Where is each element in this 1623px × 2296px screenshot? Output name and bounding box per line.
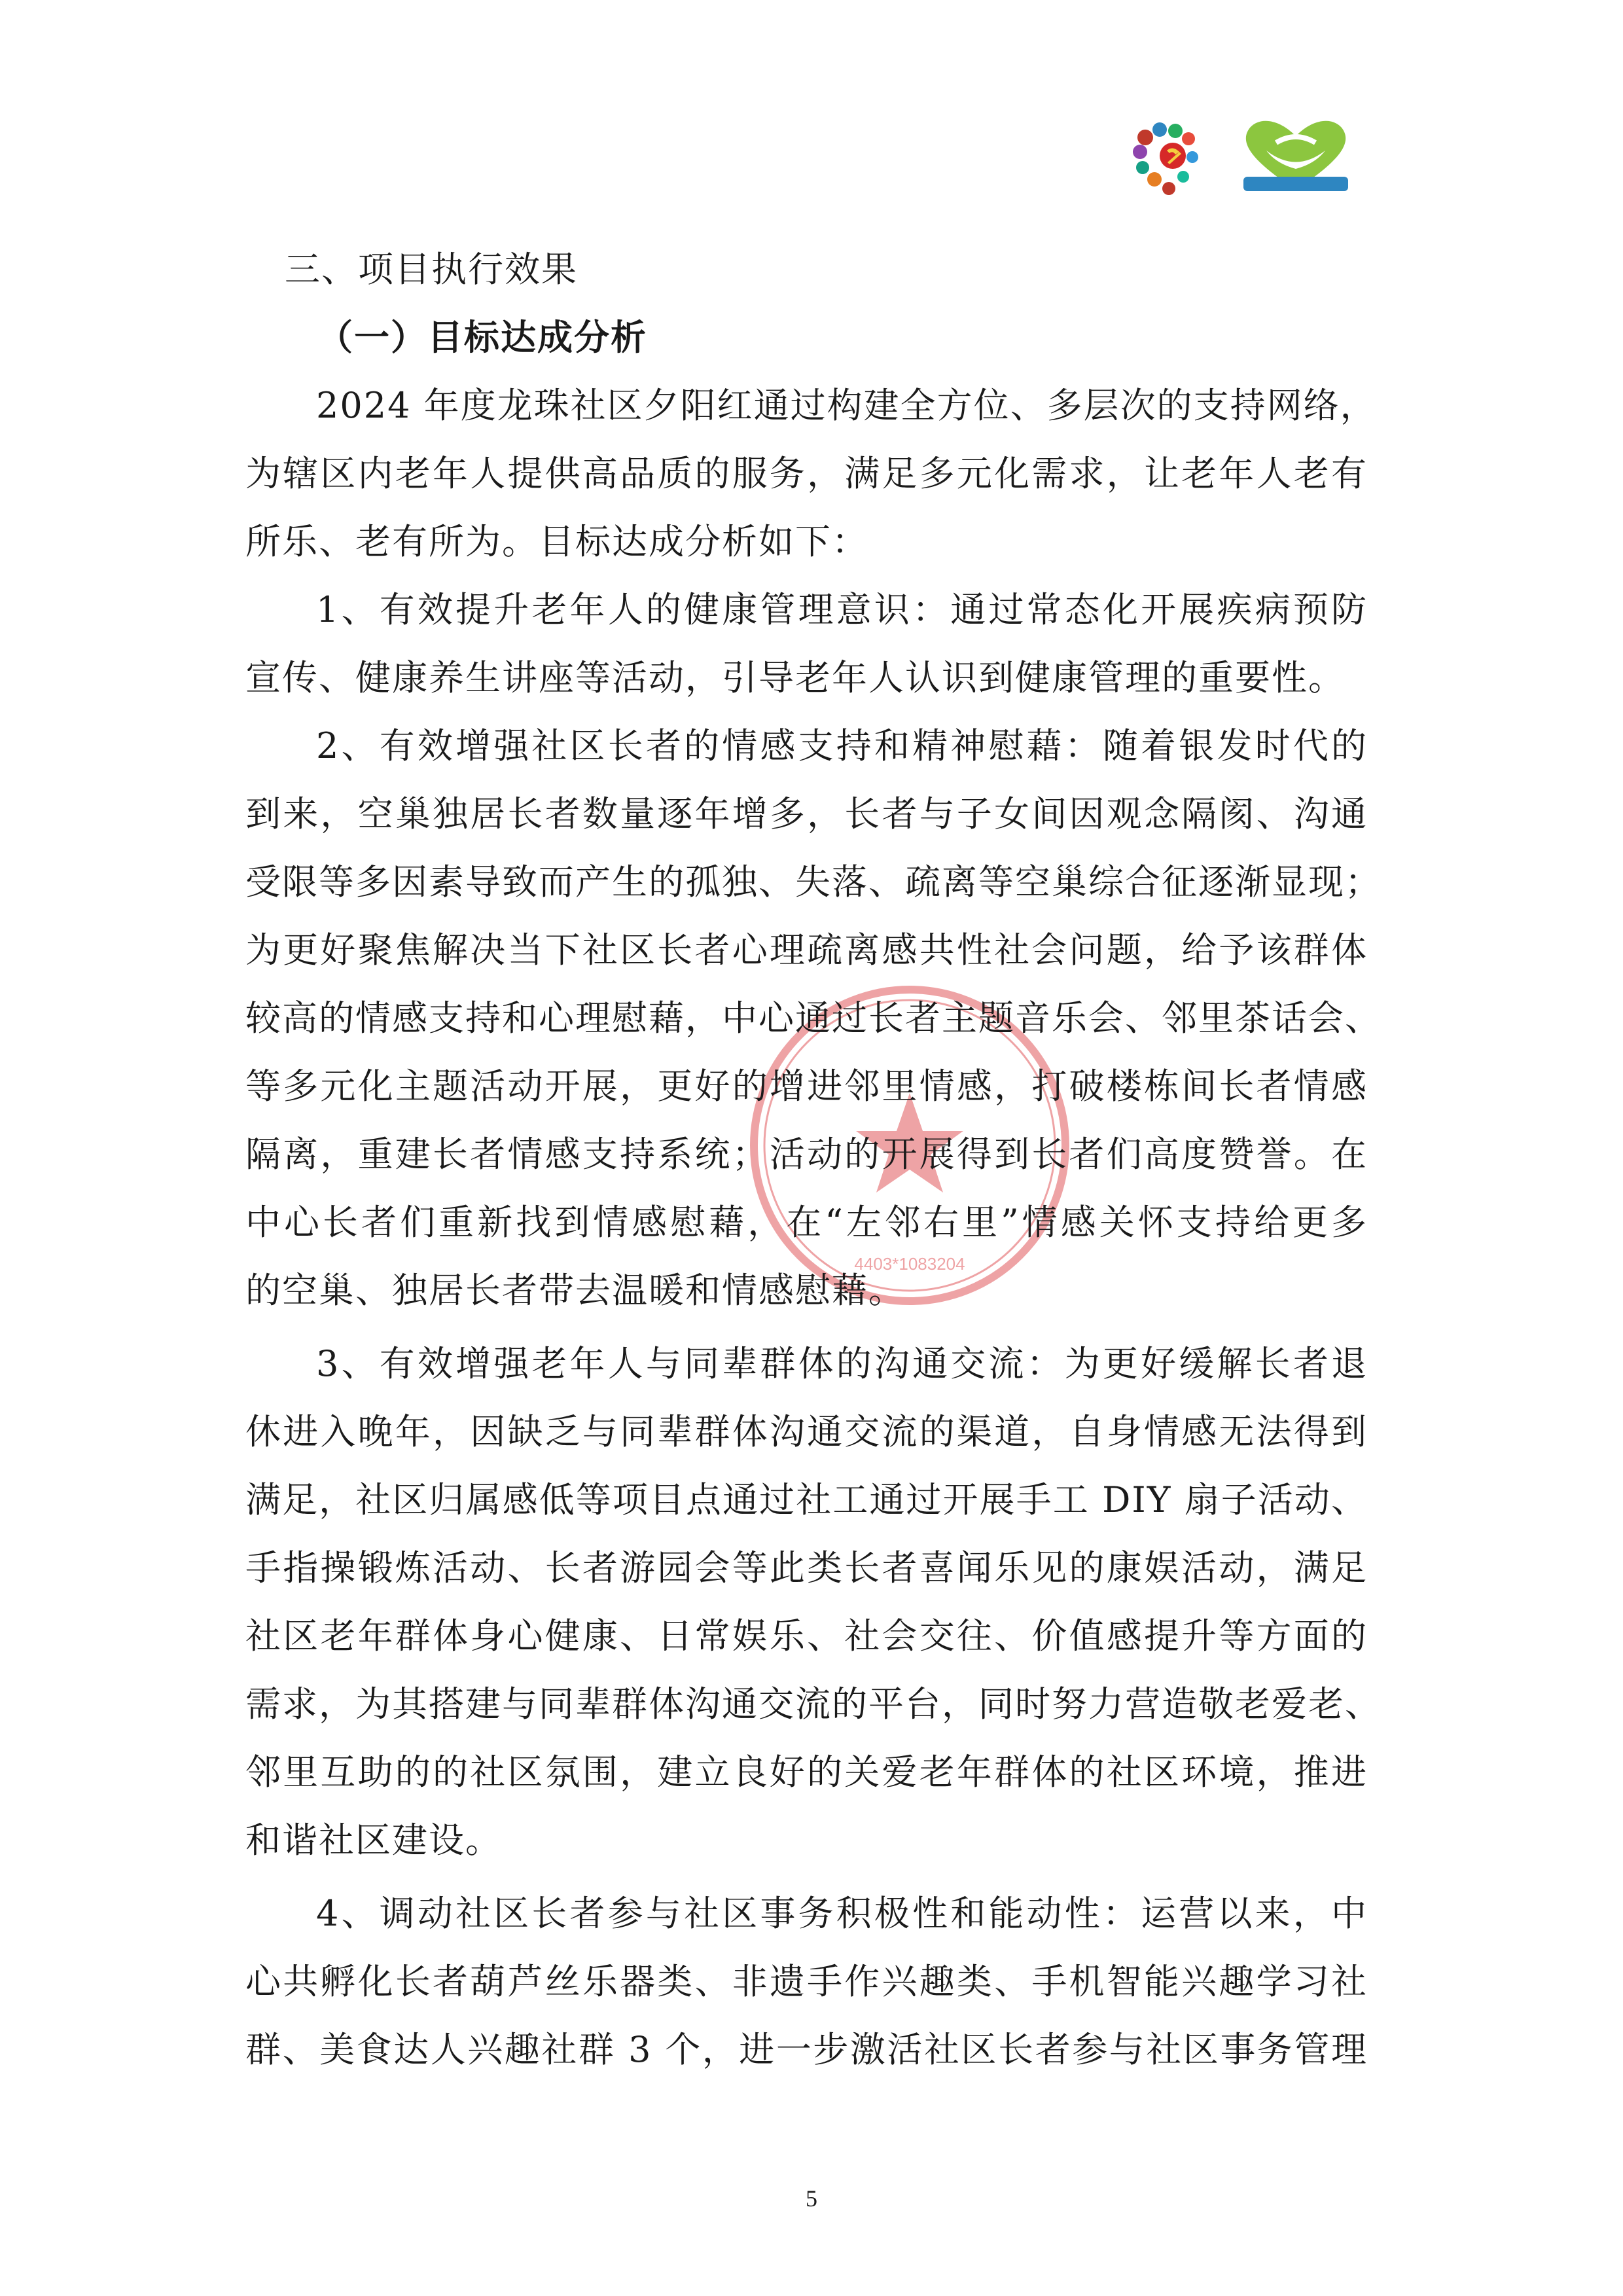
paragraph-line: 为更好聚焦解决当下社区长者心理疏离感共性社会问题，给予该群体 bbox=[245, 929, 1368, 971]
paragraph-line: 等多元化主题活动开展，更好的增进邻里情感，打破楼栋间长者情感 bbox=[245, 1066, 1368, 1107]
paragraph-line: 2024 年度龙珠社区夕阳红通过构建全方位、多层次的支持网络， bbox=[316, 385, 1377, 426]
paragraph-line: 宣传、健康养生讲座等活动，引导老年人认识到健康管理的重要性。 bbox=[245, 657, 1345, 698]
logo-group bbox=[1126, 111, 1381, 203]
paragraph-line: 中心长者们重新找到情感慰藉，在“左邻右里”情感关怀支持给更多 bbox=[245, 1202, 1368, 1243]
paragraph-line: 1、有效提升老年人的健康管理意识：通过常态化开展疾病预防 bbox=[316, 589, 1368, 630]
paragraph-line: 邻里互助的的社区氛围，建立良好的关爱老年群体的社区环境，推进 bbox=[245, 1751, 1368, 1793]
seal-code: 4403*1083204 bbox=[854, 1254, 965, 1274]
paragraph-line: 2、有效增强社区长者的情感支持和精神慰藉：随着银发时代的 bbox=[316, 725, 1368, 766]
paragraph-line: 群、美食达人兴趣社群 3 个，进一步激活社区长者参与社区事务管理 bbox=[245, 2029, 1368, 2070]
heart-hands-logo-icon bbox=[1243, 121, 1348, 191]
paragraph-line: 为辖区内老年人提供高品质的服务，满足多元化需求，让老年人老有 bbox=[245, 453, 1368, 494]
paragraph-line: 休进入晚年，因缺乏与同辈群体沟通交流的渠道，自身情感无法得到 bbox=[245, 1411, 1368, 1452]
paragraph-1 bbox=[245, 576, 1368, 712]
paragraph-line: 受限等多因素导致而产生的孤独、失落、疏离等空巢综合征逐渐显现； bbox=[245, 861, 1382, 903]
paragraph-line: 4、调动社区长者参与社区事务积极性和能动性：运营以来，中 bbox=[316, 1893, 1368, 1934]
paragraph-intro bbox=[245, 372, 1377, 576]
document-body bbox=[245, 236, 1382, 2084]
paragraph-line: 满足，社区归属感低等项目点通过社工通过开展手工 DIY 扇子活动、 bbox=[245, 1479, 1368, 1520]
page-number: 5 bbox=[806, 2185, 817, 2212]
paragraph-line: 隔离，重建长者情感支持系统；活动的开展得到长者们高度赞誉。在 bbox=[245, 1134, 1368, 1175]
paragraph-line: 较高的情感支持和心理慰藉，中心通过长者主题音乐会、邻里茶话会、 bbox=[245, 997, 1382, 1039]
paragraph-line: 3、有效增强老年人与同辈群体的沟通交流：为更好缓解长者退 bbox=[316, 1343, 1368, 1384]
paragraph-line: 和谐社区建设。 bbox=[245, 1820, 502, 1861]
paragraph-line: 的空巢、独居长者带去温暖和情感慰藉。 bbox=[245, 1270, 905, 1311]
paragraph-line: 社区老年群体身心健康、日常娱乐、社会交往、价值感提升等方面的 bbox=[245, 1615, 1368, 1657]
heart-party-emblem-icon bbox=[1133, 122, 1198, 195]
paragraph-line: 心共孵化长者葫芦丝乐器类、非遗手作兴趣类、手机智能兴趣学习社 bbox=[245, 1961, 1368, 2002]
paragraph-4 bbox=[245, 1880, 1368, 2084]
paragraph-line: 需求，为其搭建与同辈群体沟通交流的平台，同时努力营造敬老爱老、 bbox=[245, 1683, 1382, 1725]
subsection-heading: （一）目标达成分析 bbox=[317, 317, 647, 358]
paragraph-line: 所乐、老有所为。目标达成分析如下： bbox=[245, 521, 868, 562]
paragraph-line: 手指操锻炼活动、长者游园会等此类长者喜闻乐见的康娱活动，满足 bbox=[245, 1547, 1368, 1588]
paragraph-2 bbox=[245, 712, 1382, 1325]
section-heading: 三、项目执行效果 bbox=[285, 249, 578, 290]
header-logos bbox=[1126, 111, 1381, 203]
paragraph-3 bbox=[245, 1330, 1382, 1874]
paragraph-line: 到来，空巢独居长者数量逐年增多，长者与子女间因观念隔阂、沟通 bbox=[245, 793, 1368, 834]
